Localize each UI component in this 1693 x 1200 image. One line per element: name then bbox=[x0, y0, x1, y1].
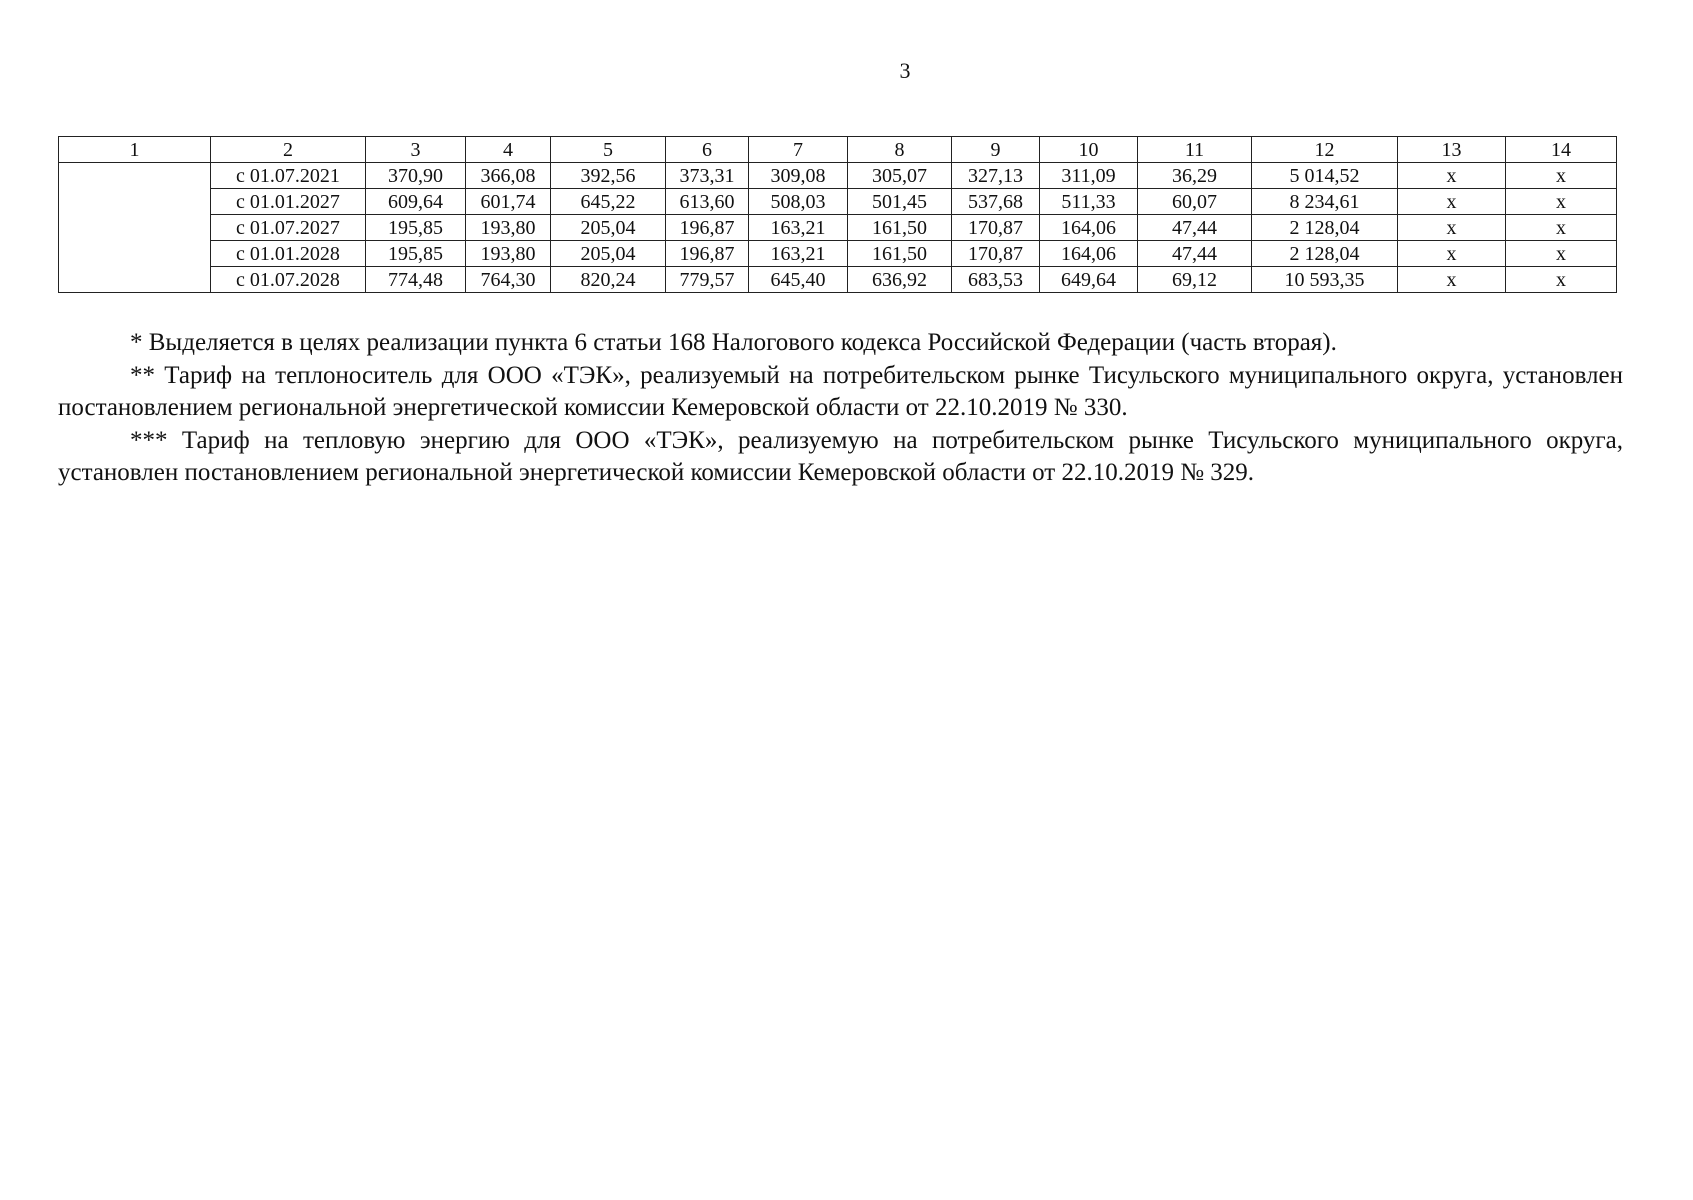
value-cell: 170,87 bbox=[952, 241, 1040, 267]
value-cell: 161,50 bbox=[848, 241, 952, 267]
value-cell: х bbox=[1398, 215, 1506, 241]
value-cell: 163,21 bbox=[749, 241, 848, 267]
value-cell: 195,85 bbox=[366, 241, 466, 267]
value-cell: 196,87 bbox=[666, 241, 749, 267]
footnote-heat-energy-tariff: *** Тариф на тепловую энергию для ООО «ТЭК», реализуемую на потребительском рынке Тисульского муниципального округа, установлен постановлением региональной энергетической комиссии Кемеровской области от 22.10.2019 № 329. bbox=[58, 426, 1623, 486]
value-cell: 163,21 bbox=[749, 215, 848, 241]
column-number-cell: 10 bbox=[1040, 137, 1138, 163]
value-cell: 205,04 bbox=[551, 241, 666, 267]
value-cell: 636,92 bbox=[848, 267, 952, 293]
value-cell: 69,12 bbox=[1138, 267, 1252, 293]
value-cell: 8 234,61 bbox=[1252, 189, 1398, 215]
period-cell: с 01.01.2027 bbox=[211, 189, 366, 215]
column-number-cell: 3 bbox=[366, 137, 466, 163]
value-cell: 609,64 bbox=[366, 189, 466, 215]
page-number: 3 bbox=[899, 58, 911, 83]
value-cell: 820,24 bbox=[551, 267, 666, 293]
period-cell: с 01.07.2028 bbox=[211, 267, 366, 293]
footnote-heat-carrier-tariff: ** Тариф на теплоноситель для ООО «ТЭК», реализуемый на потребительском рынке Тисульского муниципального округа, установлен постановлением региональной энергетической комиссии Кемеровской области от 22.10.2019 № 330. bbox=[58, 361, 1623, 421]
value-cell: 392,56 bbox=[551, 163, 666, 189]
value-cell: х bbox=[1506, 267, 1617, 293]
value-cell: х bbox=[1398, 267, 1506, 293]
value-cell: 5 014,52 bbox=[1252, 163, 1398, 189]
value-cell: 205,04 bbox=[551, 215, 666, 241]
column-number-cell: 12 bbox=[1252, 137, 1398, 163]
value-cell: 645,22 bbox=[551, 189, 666, 215]
column-number-cell: 14 bbox=[1506, 137, 1617, 163]
value-cell: 196,87 bbox=[666, 215, 749, 241]
value-cell: х bbox=[1506, 163, 1617, 189]
value-cell: х bbox=[1506, 241, 1617, 267]
value-cell: 373,31 bbox=[666, 163, 749, 189]
value-cell: 195,85 bbox=[366, 215, 466, 241]
value-cell: х bbox=[1506, 215, 1617, 241]
value-cell: 645,40 bbox=[749, 267, 848, 293]
column-number-cell: 9 bbox=[952, 137, 1040, 163]
value-cell: х bbox=[1398, 189, 1506, 215]
table-row bbox=[59, 189, 1617, 215]
value-cell: 370,90 bbox=[366, 163, 466, 189]
value-cell: 309,08 bbox=[749, 163, 848, 189]
value-cell: 60,07 bbox=[1138, 189, 1252, 215]
value-cell: 164,06 bbox=[1040, 215, 1138, 241]
value-cell: 649,64 bbox=[1040, 267, 1138, 293]
tariff-table bbox=[58, 136, 1617, 293]
value-cell: 305,07 bbox=[848, 163, 952, 189]
table-row bbox=[59, 163, 1617, 189]
value-cell: х bbox=[1398, 241, 1506, 267]
value-cell: 2 128,04 bbox=[1252, 215, 1398, 241]
column-number-row bbox=[59, 137, 1617, 163]
table-row bbox=[59, 241, 1617, 267]
table-row bbox=[59, 267, 1617, 293]
value-cell: 36,29 bbox=[1138, 163, 1252, 189]
value-cell: 613,60 bbox=[666, 189, 749, 215]
value-cell: 537,68 bbox=[952, 189, 1040, 215]
column-number-cell: 4 bbox=[466, 137, 551, 163]
value-cell: 501,45 bbox=[848, 189, 952, 215]
value-cell: х bbox=[1506, 189, 1617, 215]
value-cell: х bbox=[1398, 163, 1506, 189]
column-number-cell: 8 bbox=[848, 137, 952, 163]
column-number-cell: 1 bbox=[59, 137, 211, 163]
period-cell: с 01.07.2027 bbox=[211, 215, 366, 241]
table-row bbox=[59, 215, 1617, 241]
value-cell: 683,53 bbox=[952, 267, 1040, 293]
value-cell: 511,33 bbox=[1040, 189, 1138, 215]
value-cell: 764,30 bbox=[466, 267, 551, 293]
value-cell: 193,80 bbox=[466, 215, 551, 241]
column-number-cell: 13 bbox=[1398, 137, 1506, 163]
value-cell: 327,13 bbox=[952, 163, 1040, 189]
period-cell: с 01.01.2028 bbox=[211, 241, 366, 267]
value-cell: 366,08 bbox=[466, 163, 551, 189]
value-cell: 2 128,04 bbox=[1252, 241, 1398, 267]
column-number-cell: 7 bbox=[749, 137, 848, 163]
value-cell: 47,44 bbox=[1138, 241, 1252, 267]
footnotes bbox=[58, 327, 1623, 490]
value-cell: 47,44 bbox=[1138, 215, 1252, 241]
column-number-cell: 2 bbox=[211, 137, 366, 163]
group-label-cell bbox=[59, 163, 211, 293]
column-number-cell: 11 bbox=[1138, 137, 1252, 163]
period-cell: с 01.07.2021 bbox=[211, 163, 366, 189]
value-cell: 10 593,35 bbox=[1252, 267, 1398, 293]
column-number-cell: 5 bbox=[551, 137, 666, 163]
value-cell: 779,57 bbox=[666, 267, 749, 293]
value-cell: 774,48 bbox=[366, 267, 466, 293]
value-cell: 601,74 bbox=[466, 189, 551, 215]
value-cell: 193,80 bbox=[466, 241, 551, 267]
value-cell: 164,06 bbox=[1040, 241, 1138, 267]
value-cell: 161,50 bbox=[848, 215, 952, 241]
footnote-vat: * Выделяется в целях реализации пункта 6 статьи 168 Налогового кодекса Российской Федерации (часть вторая). bbox=[130, 329, 1337, 356]
value-cell: 170,87 bbox=[952, 215, 1040, 241]
value-cell: 311,09 bbox=[1040, 163, 1138, 189]
value-cell: 508,03 bbox=[749, 189, 848, 215]
column-number-cell: 6 bbox=[666, 137, 749, 163]
